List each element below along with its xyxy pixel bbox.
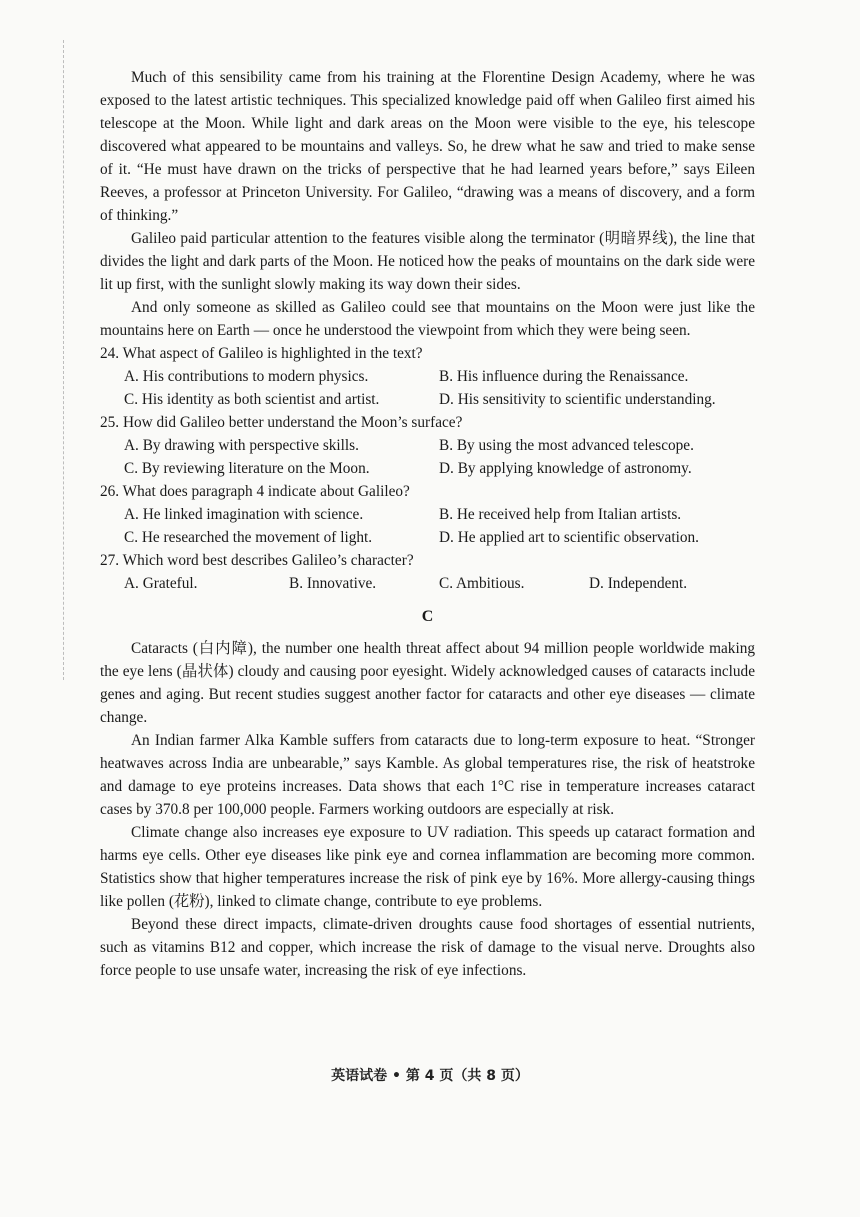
option-d: D. His sensitivity to scientific understanding.	[439, 391, 716, 408]
question-stem: 24. What aspect of Galileo is highlighted in the text?	[100, 345, 423, 362]
question-stem: 27. Which word best describes Galileo’s character?	[100, 552, 414, 569]
option-a: A. By drawing with perspective skills.	[124, 437, 359, 454]
option-c: C. He researched the movement of light.	[124, 529, 373, 546]
option-b: B. His influence during the Renaissance.	[439, 368, 689, 385]
option-b: B. Innovative.	[289, 575, 377, 592]
option-d: D. Independent.	[589, 575, 688, 592]
question-25	[100, 411, 755, 480]
question-24	[100, 342, 755, 411]
passage-b-paragraph-3: And only someone as skilled as Galileo could see that mountains on the Moon were just like the mountains here on Earth — once he understood the viewpoint from which they were being seen.	[100, 299, 755, 339]
passage-c-paragraph-2: An Indian farmer Alka Kamble suffers from cataracts due to long-term exposure to heat. “Stronger heatwaves across India are unbearable,” says Kamble. As global temperatures rise, the risk of heatstroke and damage to eye proteins increases. Data shows that each 1°C rise in temperature increases cataract cases by 370.8 per 100,000 people. Farmers working outdoors are especially at risk.	[100, 732, 755, 818]
passage-c-paragraph-3: Climate change also increases eye exposure to UV radiation. This speeds up cataract formation and harms eye cells. Other eye diseases like pink eye and cornea inflammation are becoming more common. Statistics show that higher temperatures increase the risk of pink eye by 16%. More allergy-causing things like pollen (花粉), linked to climate change, contribute to eye problems.	[100, 824, 755, 910]
passage-b-paragraph-1: Much of this sensibility came from his training at the Florentine Design Academy, where he was exposed to the latest artistic techniques. This specialized knowledge paid off when Galileo first aimed his telescope at the Moon. While light and dark areas on the Moon were visible to the eye, his telescope discovered what appeared to be mountains and valleys. So, he drew what he saw and tried to make sense of it. “He must have drawn on the tricks of perspective that he had learned years before,” says Eileen Reeves, a professor at Princeton University. For Galileo, “drawing was a means of discovery, and a form of thinking.”	[100, 69, 755, 224]
passage-b-paragraph-2: Galileo paid particular attention to the features visible along the terminator (明暗界线), the line that divides the light and dark parts of the Moon. He noticed how the peaks of mountains on the dark side were lit up first, with the sunlight slowly making its way down their sides.	[100, 230, 755, 293]
option-b: B. He received help from Italian artists.	[439, 506, 682, 523]
options	[100, 434, 755, 480]
option-a: A. He linked imagination with science.	[124, 506, 364, 523]
option-a: A. His contributions to modern physics.	[124, 368, 369, 385]
page-footer: 英语试卷 • 第 4 页（共 8 页）	[331, 1068, 529, 1084]
options	[100, 503, 755, 549]
passage-c-paragraph-1: Cataracts (白内障), the number one health threat affect about 94 million people worldwide making the eye lens (晶状体) cloudy and causing poor eyesight. Widely acknowledged causes of cataracts include genes and aging. But recent studies suggest another factor for cataracts and other eye diseases — climate change.	[100, 640, 755, 726]
option-b: B. By using the most advanced telescope.	[439, 437, 694, 454]
passage-c-paragraph-4: Beyond these direct impacts, climate-driven droughts cause food shortages of essential nutrients, such as vitamins B12 and copper, which increase the risk of damage to the visual nerve. Droughts also force people to use unsafe water, increasing the risk of eye infections.	[100, 916, 755, 979]
options	[100, 365, 755, 411]
question-26	[100, 480, 755, 549]
question-27	[100, 549, 755, 595]
option-c: C. His identity as both scientist and artist.	[124, 391, 380, 408]
question-stem: 25. How did Galileo better understand the Moon’s surface?	[100, 414, 463, 431]
option-d: D. He applied art to scientific observation.	[439, 529, 699, 546]
option-d: D. By applying knowledge of astronomy.	[439, 460, 692, 477]
section-c-heading: C	[421, 608, 434, 625]
option-a: A. Grateful.	[124, 575, 198, 592]
option-c: C. By reviewing literature on the Moon.	[124, 460, 370, 477]
page-content	[100, 66, 755, 982]
question-stem: 26. What does paragraph 4 indicate about Galileo?	[100, 483, 410, 500]
options	[100, 572, 755, 595]
option-c: C. Ambitious.	[439, 575, 525, 592]
binding-margin-line	[63, 40, 64, 680]
